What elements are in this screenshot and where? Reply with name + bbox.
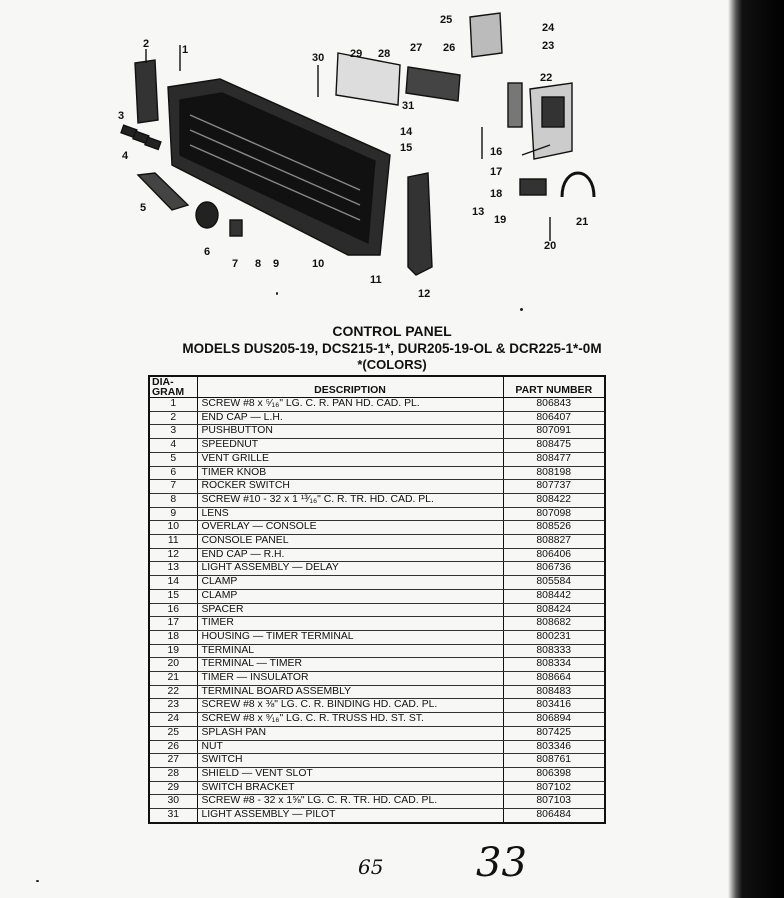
table-row xyxy=(149,672,605,686)
table-row xyxy=(149,767,605,781)
callout-label: 27 xyxy=(410,42,423,54)
table-row xyxy=(149,576,605,590)
row-diagram-number: 24 xyxy=(149,713,197,727)
callout-label: 19 xyxy=(494,214,507,226)
row-description: TERMINAL — TIMER xyxy=(197,658,503,672)
row-diagram-number: 19 xyxy=(149,644,197,658)
models-line: MODELS DUS205-19, DCS215-1*, DUR205-19-OL & DCR225-1*-0M xyxy=(182,341,602,356)
table-row xyxy=(149,685,605,699)
table-row xyxy=(149,439,605,453)
table-row xyxy=(149,493,605,507)
end-cap-left-shape xyxy=(135,60,158,123)
row-part-number: 808334 xyxy=(503,658,605,672)
callout-label: 8 xyxy=(255,258,262,270)
callout-label: 12 xyxy=(418,288,431,300)
row-part-number: 806484 xyxy=(503,809,605,823)
row-diagram-number: 15 xyxy=(149,589,197,603)
row-part-number: 808761 xyxy=(503,754,605,768)
row-description: LIGHT ASSEMBLY — PILOT xyxy=(197,809,503,823)
table-row xyxy=(149,521,605,535)
row-description: SCREW #8 x ⅜" LG. C. R. BINDING HD. CAD. PL. xyxy=(197,699,503,713)
row-description: SPEEDNUT xyxy=(197,439,503,453)
row-diagram-number: 3 xyxy=(149,425,197,439)
table-row xyxy=(149,562,605,576)
row-part-number: 807102 xyxy=(503,781,605,795)
row-description: LIGHT ASSEMBLY — DELAY xyxy=(197,562,503,576)
table-row xyxy=(149,398,605,412)
row-diagram-number: 12 xyxy=(149,548,197,562)
callout-label: 31 xyxy=(402,100,415,112)
column-header-part-number: PART NUMBER xyxy=(503,376,605,398)
row-description: PUSHBUTTON xyxy=(197,425,503,439)
row-part-number: 808477 xyxy=(503,452,605,466)
row-diagram-number: 13 xyxy=(149,562,197,576)
row-diagram-number: 5 xyxy=(149,452,197,466)
row-part-number: 806406 xyxy=(503,548,605,562)
callout-label: 30 xyxy=(312,52,325,64)
table-row xyxy=(149,617,605,631)
table-row xyxy=(149,699,605,713)
column-header-diagram: DIA- GRAM xyxy=(149,376,197,398)
row-part-number: 808682 xyxy=(503,617,605,631)
splash-pan-shape xyxy=(470,13,502,57)
row-diagram-number: 6 xyxy=(149,466,197,480)
row-diagram-number: 21 xyxy=(149,672,197,686)
table-row xyxy=(149,795,605,809)
row-part-number: 803416 xyxy=(503,699,605,713)
table-row xyxy=(149,644,605,658)
row-diagram-number: 31 xyxy=(149,809,197,823)
row-description: TIMER xyxy=(197,617,503,631)
callout-label: 5 xyxy=(140,202,147,214)
row-diagram-number: 22 xyxy=(149,685,197,699)
row-description: LENS xyxy=(197,507,503,521)
row-diagram-number: 17 xyxy=(149,617,197,631)
page-number: 33 xyxy=(476,840,527,886)
row-description: SHIELD — VENT SLOT xyxy=(197,767,503,781)
row-part-number: 803346 xyxy=(503,740,605,754)
row-diagram-number: 29 xyxy=(149,781,197,795)
callout-label: 20 xyxy=(544,240,557,252)
callout-label: 2 xyxy=(143,38,150,50)
row-description: TIMER — INSULATOR xyxy=(197,672,503,686)
table-row xyxy=(149,480,605,494)
row-diagram-number: 25 xyxy=(149,726,197,740)
callout-label: 29 xyxy=(350,48,363,60)
callout-label: 23 xyxy=(542,40,555,52)
row-description: TIMER KNOB xyxy=(197,466,503,480)
row-part-number: 806407 xyxy=(503,411,605,425)
row-diagram-number: 9 xyxy=(149,507,197,521)
row-diagram-number: 2 xyxy=(149,411,197,425)
row-description: VENT GRILLE xyxy=(197,452,503,466)
callout-label: 16 xyxy=(490,146,503,158)
table-header-row xyxy=(149,376,605,398)
table-row xyxy=(149,740,605,754)
callout-label: 3 xyxy=(118,110,125,122)
row-part-number: 806843 xyxy=(503,398,605,412)
table-row xyxy=(149,425,605,439)
row-description: ROCKER SWITCH xyxy=(197,480,503,494)
row-diagram-number: 11 xyxy=(149,535,197,549)
callout-label: 9 xyxy=(273,258,280,270)
callout-label: 14 xyxy=(400,126,413,138)
row-diagram-number: 18 xyxy=(149,630,197,644)
end-cap-right-shape xyxy=(408,173,432,275)
scan-edge-shadow xyxy=(728,0,784,898)
table-row xyxy=(149,781,605,795)
row-diagram-number: 10 xyxy=(149,521,197,535)
row-diagram-number: 20 xyxy=(149,658,197,672)
row-part-number: 808333 xyxy=(503,644,605,658)
callout-label: 6 xyxy=(204,246,211,258)
callout-label: 17 xyxy=(490,166,503,178)
row-diagram-number: 27 xyxy=(149,754,197,768)
row-part-number: 807737 xyxy=(503,480,605,494)
page-title: CONTROL PANEL xyxy=(332,323,452,339)
row-part-number: 808422 xyxy=(503,493,605,507)
timer-knob-shape xyxy=(196,202,218,228)
exploded-parts-diagram xyxy=(110,5,610,305)
colors-note: *(COLORS) xyxy=(357,357,427,372)
row-diagram-number: 1 xyxy=(149,398,197,412)
callout-label: 1 xyxy=(182,44,189,56)
table-row xyxy=(149,603,605,617)
row-description: TERMINAL BOARD ASSEMBLY xyxy=(197,685,503,699)
scan-speck xyxy=(36,880,39,882)
row-diagram-number: 4 xyxy=(149,439,197,453)
row-description: NUT xyxy=(197,740,503,754)
table-row xyxy=(149,411,605,425)
row-description: CLAMP xyxy=(197,576,503,590)
callout-label: 26 xyxy=(443,42,456,54)
callout-label: 13 xyxy=(472,206,485,218)
callout-label: 18 xyxy=(490,188,503,200)
row-description: SCREW #8 x ⁵⁄₁₆" LG. C. R. PAN HD. CAD. PL. xyxy=(197,398,503,412)
callout-label: 4 xyxy=(122,150,129,162)
row-part-number: 808198 xyxy=(503,466,605,480)
row-description: SPACER xyxy=(197,603,503,617)
row-diagram-number: 28 xyxy=(149,767,197,781)
row-part-number: 808442 xyxy=(503,589,605,603)
row-part-number: 808664 xyxy=(503,672,605,686)
row-description: END CAP — L.H. xyxy=(197,411,503,425)
row-part-number: 808424 xyxy=(503,603,605,617)
callout-label: 7 xyxy=(232,258,239,270)
table-row xyxy=(149,507,605,521)
callout-label: 28 xyxy=(378,48,391,60)
handwritten-note: 65 xyxy=(358,855,384,879)
row-description: SCREW #8 x ⁹⁄₁₆" LG. C. R. TRUSS HD. ST. ST. xyxy=(197,713,503,727)
row-part-number: 806398 xyxy=(503,767,605,781)
callout-label: 11 xyxy=(370,274,382,286)
row-part-number: 807091 xyxy=(503,425,605,439)
table-row xyxy=(149,809,605,823)
callout-label: 10 xyxy=(312,258,325,270)
table-row xyxy=(149,548,605,562)
table-row xyxy=(149,713,605,727)
row-diagram-number: 30 xyxy=(149,795,197,809)
row-part-number: 808827 xyxy=(503,535,605,549)
row-description: HOUSING — TIMER TERMINAL xyxy=(197,630,503,644)
table-row xyxy=(149,630,605,644)
row-description: SWITCH xyxy=(197,754,503,768)
row-diagram-number: 16 xyxy=(149,603,197,617)
row-description: SWITCH BRACKET xyxy=(197,781,503,795)
row-part-number: 806736 xyxy=(503,562,605,576)
row-part-number: 807425 xyxy=(503,726,605,740)
table-row xyxy=(149,754,605,768)
row-description: TERMINAL xyxy=(197,644,503,658)
row-description: OVERLAY — CONSOLE xyxy=(197,521,503,535)
row-description: END CAP — R.H. xyxy=(197,548,503,562)
row-diagram-number: 8 xyxy=(149,493,197,507)
parts-table xyxy=(148,375,606,824)
table-row xyxy=(149,466,605,480)
table-row xyxy=(149,726,605,740)
callout-label: 21 xyxy=(576,216,589,228)
row-part-number: 805584 xyxy=(503,576,605,590)
row-part-number: 808483 xyxy=(503,685,605,699)
row-description: SCREW #8 - 32 x 1⅝" LG. C. R. TR. HD. CAD. PL. xyxy=(197,795,503,809)
row-part-number: 806894 xyxy=(503,713,605,727)
callout-label: 24 xyxy=(542,22,555,34)
row-part-number: 808475 xyxy=(503,439,605,453)
row-description: CLAMP xyxy=(197,589,503,603)
table-row xyxy=(149,658,605,672)
table-row xyxy=(149,452,605,466)
table-row xyxy=(149,589,605,603)
callout-label: 15 xyxy=(400,142,413,154)
callout-label: 25 xyxy=(440,14,453,26)
column-header-description: DESCRIPTION xyxy=(197,376,503,398)
row-diagram-number: 7 xyxy=(149,480,197,494)
row-description: SPLASH PAN xyxy=(197,726,503,740)
row-part-number: 807103 xyxy=(503,795,605,809)
row-diagram-number: 23 xyxy=(149,699,197,713)
row-description: SCREW #10 - 32 x 1 ¹³⁄₁₆" C. R. TR. HD. CAD. PL. xyxy=(197,493,503,507)
row-description: CONSOLE PANEL xyxy=(197,535,503,549)
row-part-number: 808526 xyxy=(503,521,605,535)
row-part-number: 800231 xyxy=(503,630,605,644)
row-part-number: 807098 xyxy=(503,507,605,521)
table-row xyxy=(149,535,605,549)
scan-speck xyxy=(520,308,523,311)
row-diagram-number: 26 xyxy=(149,740,197,754)
row-diagram-number: 14 xyxy=(149,576,197,590)
callout-label: 22 xyxy=(540,72,553,84)
